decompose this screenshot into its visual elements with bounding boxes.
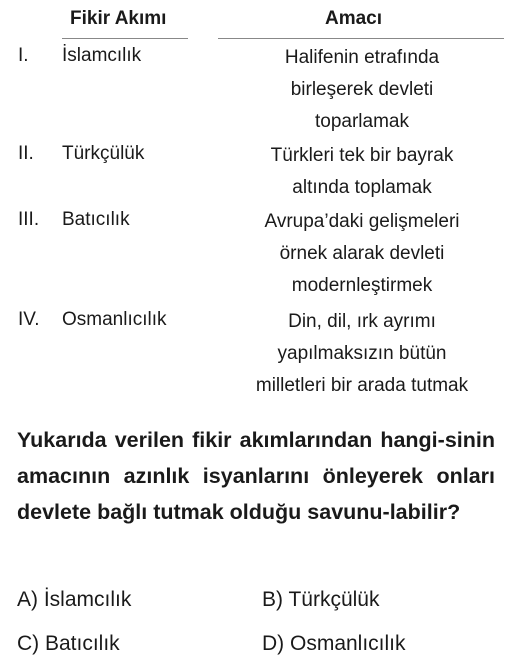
row-description: [222, 42, 502, 138]
desc-line: Avrupa’daki gelişmeleri: [264, 211, 460, 232]
row-description: [222, 140, 502, 204]
row-description: [222, 206, 502, 302]
option-a[interactable]: A) İslamcılık: [17, 588, 132, 611]
desc-line: Din, dil, ırk ayrımı: [288, 311, 436, 332]
row-description: [222, 306, 502, 402]
row-name: İslamcılık: [62, 45, 142, 66]
desc-line: yapılmaksızın bütün: [277, 343, 447, 364]
table-header-amaci: Amacı: [325, 8, 383, 29]
header-underline-right: [218, 38, 504, 39]
desc-line: birleşerek devleti: [290, 79, 434, 100]
option-d[interactable]: D) Osmanlıcılık: [262, 632, 406, 655]
option-c[interactable]: C) Batıcılık: [17, 632, 120, 655]
option-b[interactable]: B) Türkçülük: [262, 588, 380, 611]
row-numeral: III.: [18, 209, 40, 230]
row-numeral: I.: [18, 45, 29, 66]
desc-line: toparlamak: [315, 111, 409, 132]
row-numeral: II.: [18, 143, 34, 164]
question-text: Yukarıda verilen fikir akımlarından hangi-sinin amacının azınlık isyanlarını önleyerek onları devlete bağlı tutmak olduğu savunu-labilir?: [17, 428, 495, 524]
desc-line: altında toplamak: [292, 177, 432, 198]
row-name: Osmanlıcılık: [62, 309, 167, 330]
header-underline-left: [62, 38, 188, 39]
table-header-fikir-akimi: Fikir Akımı: [70, 8, 167, 29]
row-name: Batıcılık: [62, 209, 130, 230]
row-numeral: IV.: [18, 309, 40, 330]
desc-line: Türkleri tek bir bayrak: [270, 145, 454, 166]
desc-line: Halifenin etrafında: [284, 47, 440, 68]
desc-line: modernleştirmek: [291, 275, 433, 296]
row-name: Türkçülük: [62, 143, 145, 164]
desc-line: örnek alarak devleti: [279, 243, 445, 264]
desc-line: milletleri bir arada tutmak: [255, 375, 469, 396]
